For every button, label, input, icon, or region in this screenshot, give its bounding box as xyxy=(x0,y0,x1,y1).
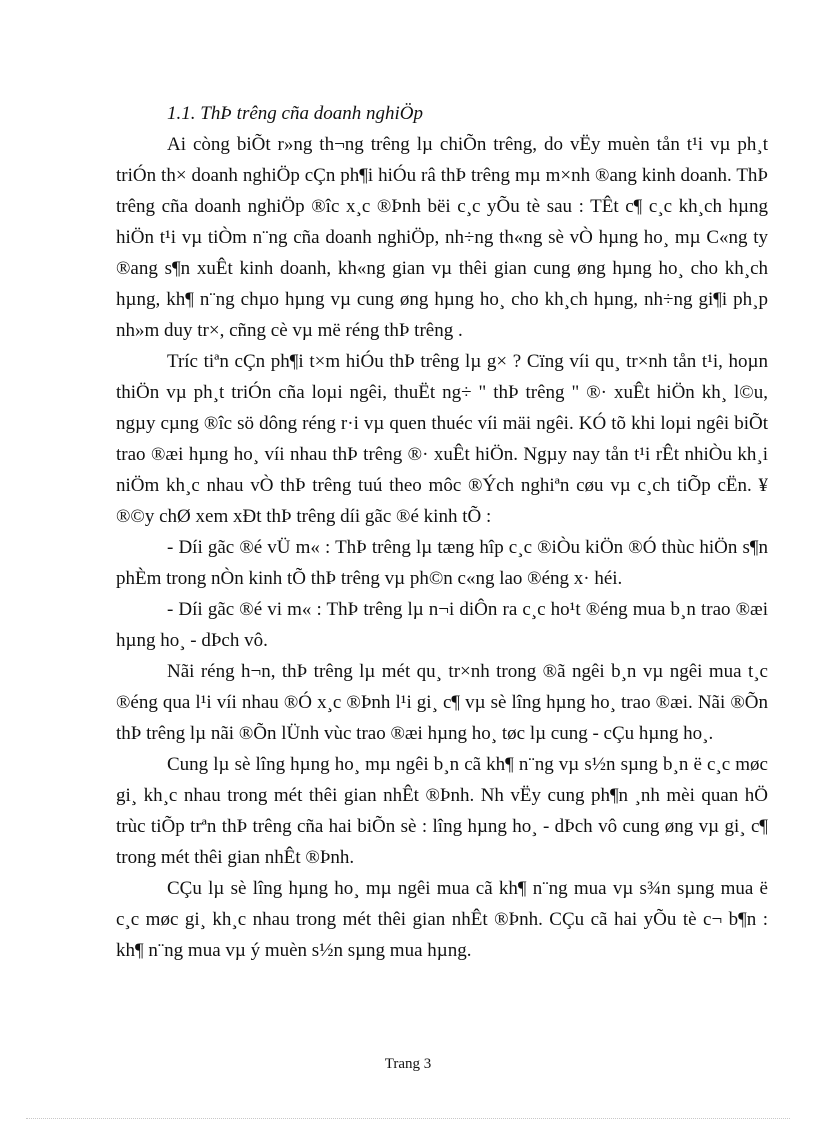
paragraph-market-definition: Tríc tiªn cÇn ph¶i t×m hiÓu thÞ trêng lµ g× ? Cïng víi qu¸ tr×nh tån t¹i, hoµn thiÖn vµ ph¸t triÓn cña loµi ngêi, thuËt ng÷ " thÞ trêng " ®· xuÊt hiÖn kh¸ l©u, ngµy cµng ®îc sö dông réng r·i vµ quen thuéc víi mäi ngêi. KÓ tõ khi loµi ngêi biÕt trao ®æi hµng ho¸ víi nhau thÞ trêng ®· xuÊt hiÖn. Ngµy nay tån t¹i rÊt nhiÒu kh¸i niÖm kh¸c nhau vÒ thÞ trêng tuú theo môc ®Ých nghiªn cøu vµ c¸ch tiÕp cËn. ¥ ®©y chØ xem xÐt thÞ trêng díi gãc ®é kinh tÕ : xyxy=(116,351,768,527)
paragraph-demand: CÇu lµ sè lîng hµng ho¸ mµ ngêi mua cã kh¶ n¨ng mua vµ s¾n sµng mua ë c¸c møc gi¸ kh¸c nhau trong mét thêi gian nhÊt ®Þnh. CÇu cã hai yÕu tè c¬ b¶n : kh¶ n¨ng mua vµ ý muèn s½n sµng mua hµng. xyxy=(116,878,768,961)
page-content xyxy=(116,98,768,966)
page-bottom-divider xyxy=(26,1118,790,1119)
paragraph-macro-view: - Díi gãc ®é vÜ m« : ThÞ trêng lµ tæng hîp c¸c ®iÒu kiÖn ®Ó thùc hiÖn s¶n phÈm trong nÒn kinh tÕ thÞ trêng vµ ph©n c«ng lao ®éng x· héi. xyxy=(116,537,768,589)
section-heading: 1.1. ThÞ trêng cña doanh nghiÖp xyxy=(167,103,423,124)
page-footer: Trang 3 xyxy=(384,1056,432,1072)
paragraph-market-intro: Ai còng biÕt r»ng th¬ng trêng lµ chiÕn trêng, do vËy muèn tån t¹i vµ ph¸t triÓn th× doanh nghiÖp cÇn ph¶i hiÓu râ thÞ trêng mµ m×nh ®ang kinh doanh. ThÞ trêng cña doanh nghiÖp ®îc x¸c ®Þnh bëi c¸c yÕu tè sau : TÊt c¶ c¸c kh¸ch hµng hiÖn t¹i vµ tiÒm n¨ng cña doanh nghiÖp, nh÷ng th«ng sè vÒ hµng ho¸ mµ C«ng ty ®ang s¶n xuÊt kinh doanh, kh«ng gian vµ thêi gian cung øng hµng ho¸ cho kh¸ch hµng, kh¶ n¨ng chµo hµng vµ cung øng hµng ho¸ cho kh¸ch hµng, nh÷ng gi¶i ph¸p nh»m duy tr×, cñng cè vµ më réng thÞ trêng . xyxy=(116,134,768,341)
paragraph-supply: Cung lµ sè lîng hµng ho¸ mµ ngêi b¸n cã kh¶ n¨ng vµ s½n sµng b¸n ë c¸c møc gi¸ kh¸c nhau trong mét thêi gian nhÊt ®Þnh. Nh vËy cung ph¶n ¸nh mèi quan hÖ trùc tiÕp trªn thÞ trêng cña hai biÕn sè : lîng hµng ho¸ - dÞch vô cung øng vµ gi¸ c¶ trong mét thêi gian nhÊt ®Þnh. xyxy=(116,754,768,868)
paragraph-micro-view: - Díi gãc ®é vi m« : ThÞ trêng lµ n¬i diÔn ra c¸c ho¹t ®éng mua b¸n trao ®æi hµng ho¸ - dÞch vô. xyxy=(116,599,768,651)
paragraph-market-broad: Nãi réng h¬n, thÞ trêng lµ mét qu¸ tr×nh trong ®ã ngêi b¸n vµ ngêi mua t¸c ®éng qua l¹i víi nhau ®Ó x¸c ®Þnh l¹i gi¸ c¶ vµ sè lîng hµng ho¸ trao ®æi. Nãi ®Õn thÞ trêng lµ nãi ®Õn lÜnh vùc trao ®æi hµng ho¸ tøc lµ cung - cÇu hµng ho¸. xyxy=(116,661,768,744)
